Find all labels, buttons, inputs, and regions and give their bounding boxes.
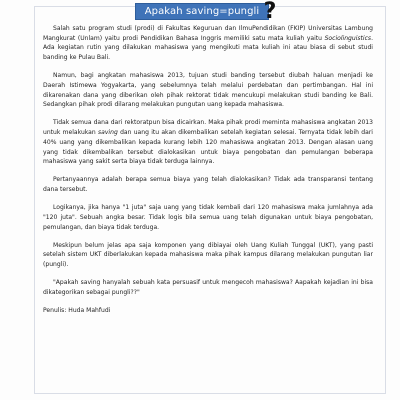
- paragraph-3-text-a: Tidak semua dana dari rektoratpun bisa dicairkan. Maka pihak prodi meminta mahasiswa angkatan 2013 untuk melakukan: [43, 119, 373, 137]
- paragraph-2: Namun, bagi angkatan mahasiswa 2013, tujuan studi banding tersebut diubah haluan menjadi ke Daerah Istimewa Yogyakarta, yang sebelumnya telah melalui perdebatan dan pertimbangan. Hal ini dikarenakan dana yang diberikan oleh pihak rektorat tidak mencukupi melakukan studi banding ke Bali. Sedangkan pihak prodi dilarang melakukan pungutan uang kepada mahasiswa.: [43, 72, 373, 109]
- paragraph-1-term: Sociolinguistics: [324, 34, 372, 42]
- paragraph-1: [43, 24, 373, 63]
- paragraph-3-term: saving: [98, 129, 118, 137]
- article-title: Apakah saving=pungli: [144, 6, 260, 17]
- paragraph-1-text-a: Salah satu program studi (prodi) di Fakultas Keguruan dan IlmuPendidikan (FKIP) Universitas Lambung Mangkurat (Unlam) yaitu prodi Pendidikan Bahasa Inggris memiliki satu mata kuliah yaitu: [43, 25, 373, 42]
- paragraph-5: Logikanya, jika hanya "1 juta" saja uang yang tidak kembali dari 120 mahasiswa maka jumlahnya ada "120 juta". Sebuah angka besar. Tidak logis bila semua uang telah digunakan untuk biaya pengobatan, pemulangan, dan biaya tidak terduga.: [43, 204, 373, 231]
- article-title-banner: [135, 3, 269, 20]
- article-body: [43, 24, 373, 324]
- question-mark-icon: ?: [263, 0, 277, 24]
- paragraph-3: [43, 118, 373, 167]
- paragraph-7-quote: "Apakah saving hanyalah sebuah kata persuasif untuk mengecoh mahasiswa? Aapakah kejadian ini bisa dikategorikan sebagai pungli??": [43, 279, 373, 296]
- author-line: Penulis: Huda Mahfudi: [43, 306, 111, 314]
- paragraph-1-text-b: . Ada kegiatan rutin yang dilakukan mahasiswa yang mengikuti mata kuliah ini atau biasa di sebut studi banding ke Pulau Bali.: [43, 34, 373, 62]
- paragraph-4: Pertanyaannya adalah berapa semua biaya yang telah dialokasikan? Tidak ada transparansi tentang dana tersebut.: [43, 176, 373, 194]
- paragraph-6: Meskipun belum jelas apa saja komponen yang dibiayai oleh Uang Kuliah Tunggal (UKT), yang pasti setelah sistem UKT diberlakukan kepada mahasiswa maka pihak kampus dilarang melakukan pungutan liar (pungli).: [43, 241, 373, 269]
- paragraph-3-text-b: dan uang itu akan dikembalikan setelah kegiatan selesai. Ternyata tidak lebih dari 40% uang yang dikembalikan kepada kurang lebih 120 mahasiswa angkatan 2013. Dengan alasan uang yang tidak dikembalikan tersebut dialokasikan untuk biaya pengobatan dan pemulangan beberapa mahasiswa yang sakit serta biaya tidak terduga lainnya.: [43, 129, 373, 166]
